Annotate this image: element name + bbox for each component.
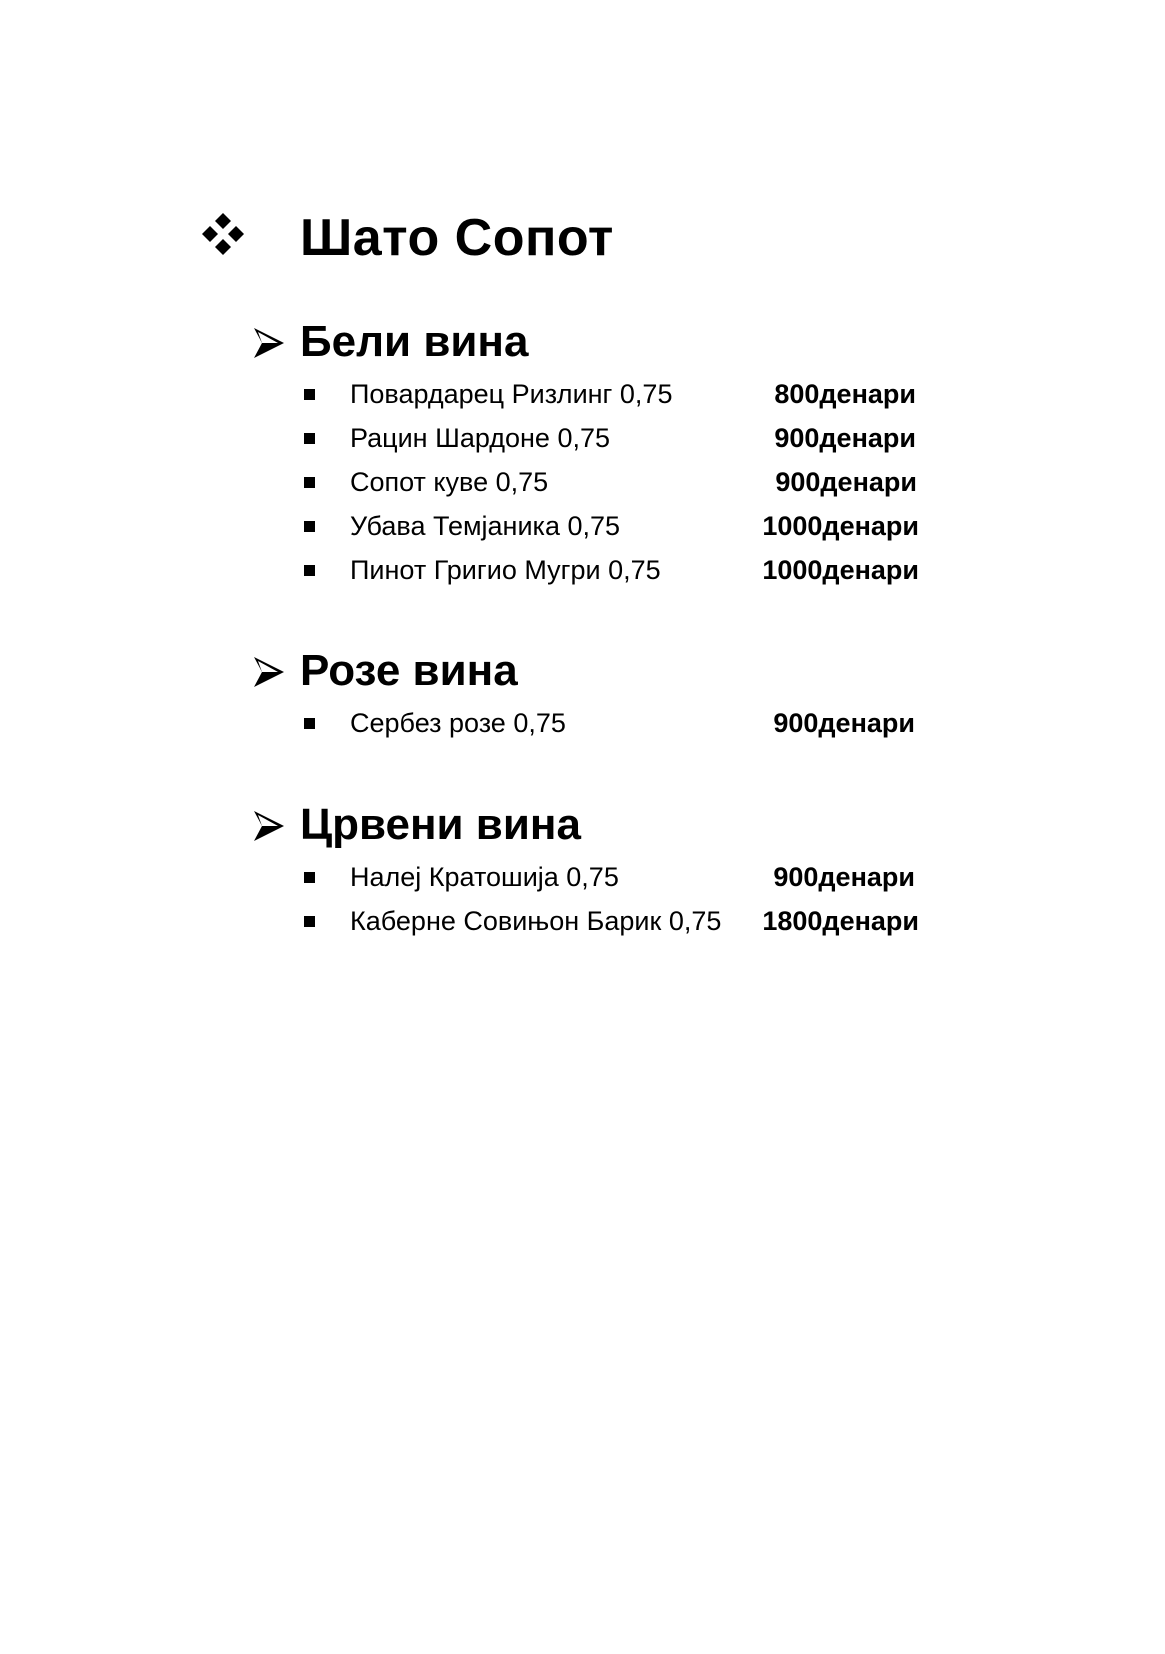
list-item: [252, 703, 972, 747]
list-item: [252, 901, 972, 945]
square-bullet-icon: [304, 718, 315, 729]
list-item: [252, 374, 972, 418]
square-bullet-icon: [304, 477, 315, 488]
section-header: [252, 795, 972, 855]
item-price: 800денари: [774, 379, 916, 409]
section-rose-wines: [252, 641, 972, 747]
four-diamond-icon: [200, 211, 246, 257]
item-price: 900денари: [773, 708, 915, 738]
arrow-right-icon: [252, 326, 286, 360]
item-name: Повардарец Ризлинг 0,75: [350, 379, 673, 409]
item-price: 1800денари: [762, 906, 919, 936]
item-name: Рацин Шардоне 0,75: [350, 423, 610, 453]
item-price: 1000денари: [762, 555, 919, 585]
item-name: Каберне Совињон Барик 0,75: [350, 906, 722, 936]
item-name: Пинот Григио Мугри 0,75: [350, 555, 661, 585]
section-header: [252, 312, 972, 372]
page-title: Шато Сопот: [300, 209, 614, 267]
section-white-wines: [252, 312, 972, 594]
square-bullet-icon: [304, 565, 315, 576]
section-header: [252, 641, 972, 701]
square-bullet-icon: [304, 872, 315, 883]
item-price: 900денари: [774, 423, 916, 453]
item-name: Налеј Кратошија 0,75: [350, 862, 619, 892]
item-price: 900денари: [775, 467, 917, 497]
section-title: Црвени вина: [300, 800, 581, 849]
square-bullet-icon: [304, 521, 315, 532]
arrow-right-icon: [252, 809, 286, 843]
arrow-right-icon: [252, 655, 286, 689]
section-red-wines: [252, 795, 972, 945]
square-bullet-icon: [304, 389, 315, 400]
item-name: Сопот куве 0,75: [350, 467, 549, 497]
list-item: [252, 506, 972, 550]
item-price: 900денари: [773, 862, 915, 892]
list-item: [252, 418, 972, 462]
item-list: [252, 857, 972, 945]
list-item: [252, 550, 972, 594]
item-list: [252, 703, 972, 747]
section-title: Розе вина: [300, 646, 518, 695]
square-bullet-icon: [304, 916, 315, 927]
list-item: [252, 857, 972, 901]
section-title: Бели вина: [300, 317, 529, 366]
item-list: [252, 374, 972, 594]
item-name: Убава Темјаника 0,75: [350, 511, 621, 541]
list-item: [252, 462, 972, 506]
item-price: 1000денари: [762, 511, 919, 541]
square-bullet-icon: [304, 433, 315, 444]
item-name: Сербез розе 0,75: [350, 708, 566, 738]
